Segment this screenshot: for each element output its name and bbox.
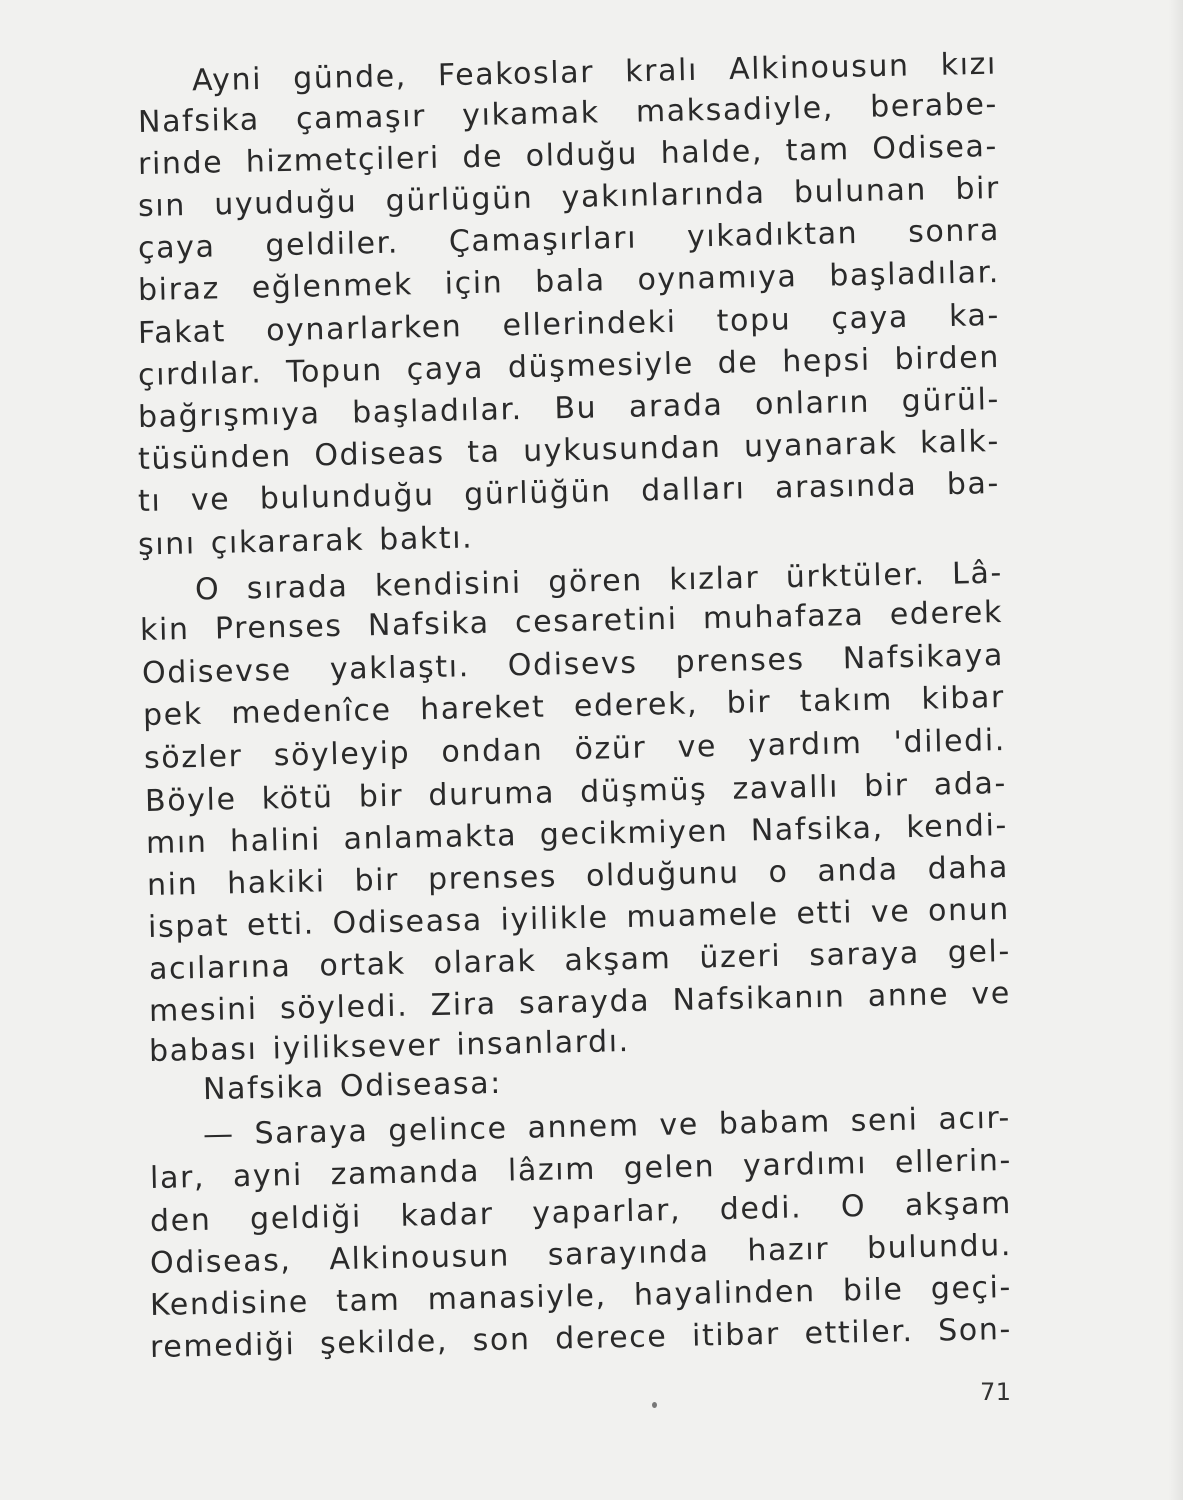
- text-line: Böyle kötü bir duruma düşmüş zavallı bir ada-: [144, 765, 1008, 820]
- text-line: bağrışmıya başladılar. Bu arada onların gürül-: [137, 381, 1001, 436]
- text-line: şını çıkararak baktı.: [137, 520, 474, 563]
- text-line: ispat etti. Odiseasa iyilikle muamele etti ve onun: [147, 891, 1011, 946]
- text-line: Nafsika çamaşır yıkamak maksadiyle, berabe-: [137, 86, 999, 141]
- text-line: Ayni günde, Feakoslar kralı Alkinousun kızı: [191, 46, 998, 99]
- text-line: mın halini anlamakta gecikmiyen Nafsika, kendi-: [145, 807, 1009, 862]
- print-speck: [652, 1402, 657, 1408]
- text-line: tüsünden Odiseas ta uykusundan uyanarak kalk-: [137, 423, 1001, 478]
- text-line: Fakat oynarlarken ellerindeki topu çaya ka-: [137, 297, 1001, 352]
- text-line: lar, ayni zamanda lâzım gelen yardımı ellerin-: [149, 1142, 1013, 1197]
- text-line: Kendisine tam manasiyle, hayalinden bile geçi-: [149, 1269, 1013, 1324]
- text-line: acılarına ortak olarak akşam üzeri saraya gel-: [148, 933, 1012, 988]
- text-line: mesini söyledi. Zira sarayda Nafsikanın anne ve: [148, 975, 1012, 1030]
- text-line: pek medenîce hareket ederek, bir takım kibar: [142, 679, 1006, 734]
- text-line: den geldiği kadar yaparlar, dedi. O akşam: [149, 1185, 1013, 1240]
- text-line: Odiseas, Alkinousun sarayında hazır bulundu.: [149, 1227, 1013, 1282]
- text-line: Odisevse yaklaştı. Odisevs prenses Nafsikaya: [141, 637, 1005, 692]
- text-line: nin hakiki bir prenses olduğunu o anda daha: [146, 849, 1010, 904]
- text-line: remediği şekilde, son derece itibar ettiler. Son-: [149, 1311, 1013, 1366]
- text-line: — Saraya gelince annem ve babam seni acır-: [202, 1100, 1012, 1153]
- text-line: O sırada kendisini gören kızlar ürktüler. Lâ-: [194, 555, 1004, 608]
- text-line: kin Prenses Nafsika cesaretini muhafaza ederek: [139, 594, 1004, 649]
- text-line: babası iyiliksever insanlardı.: [148, 1023, 631, 1070]
- page-number: 71: [980, 1378, 1012, 1406]
- text-line: sözler söyleyip ondan özür ve yardım 'diledi.: [143, 722, 1007, 777]
- text-line: çırdılar. Topun çaya düşmesiyle de hepsi birden: [137, 339, 1001, 394]
- text-line: tı ve bulunduğu gürlüğün dalları arasında ba-: [137, 465, 1001, 520]
- text-line: sın uyuduğu gürlügün yakınlarında bulunan bir: [137, 170, 1001, 225]
- text-line: rinde hizmetçileri de olduğu halde, tam Odisea-: [137, 129, 999, 183]
- text-line: biraz eğlenmek için bala oynamıya başladılar.: [137, 254, 1001, 309]
- text-line: Nafsika Odiseasa:: [202, 1065, 503, 1108]
- text-line: çaya geldiler. Çamaşırları yıkadıktan sonra: [137, 212, 1001, 267]
